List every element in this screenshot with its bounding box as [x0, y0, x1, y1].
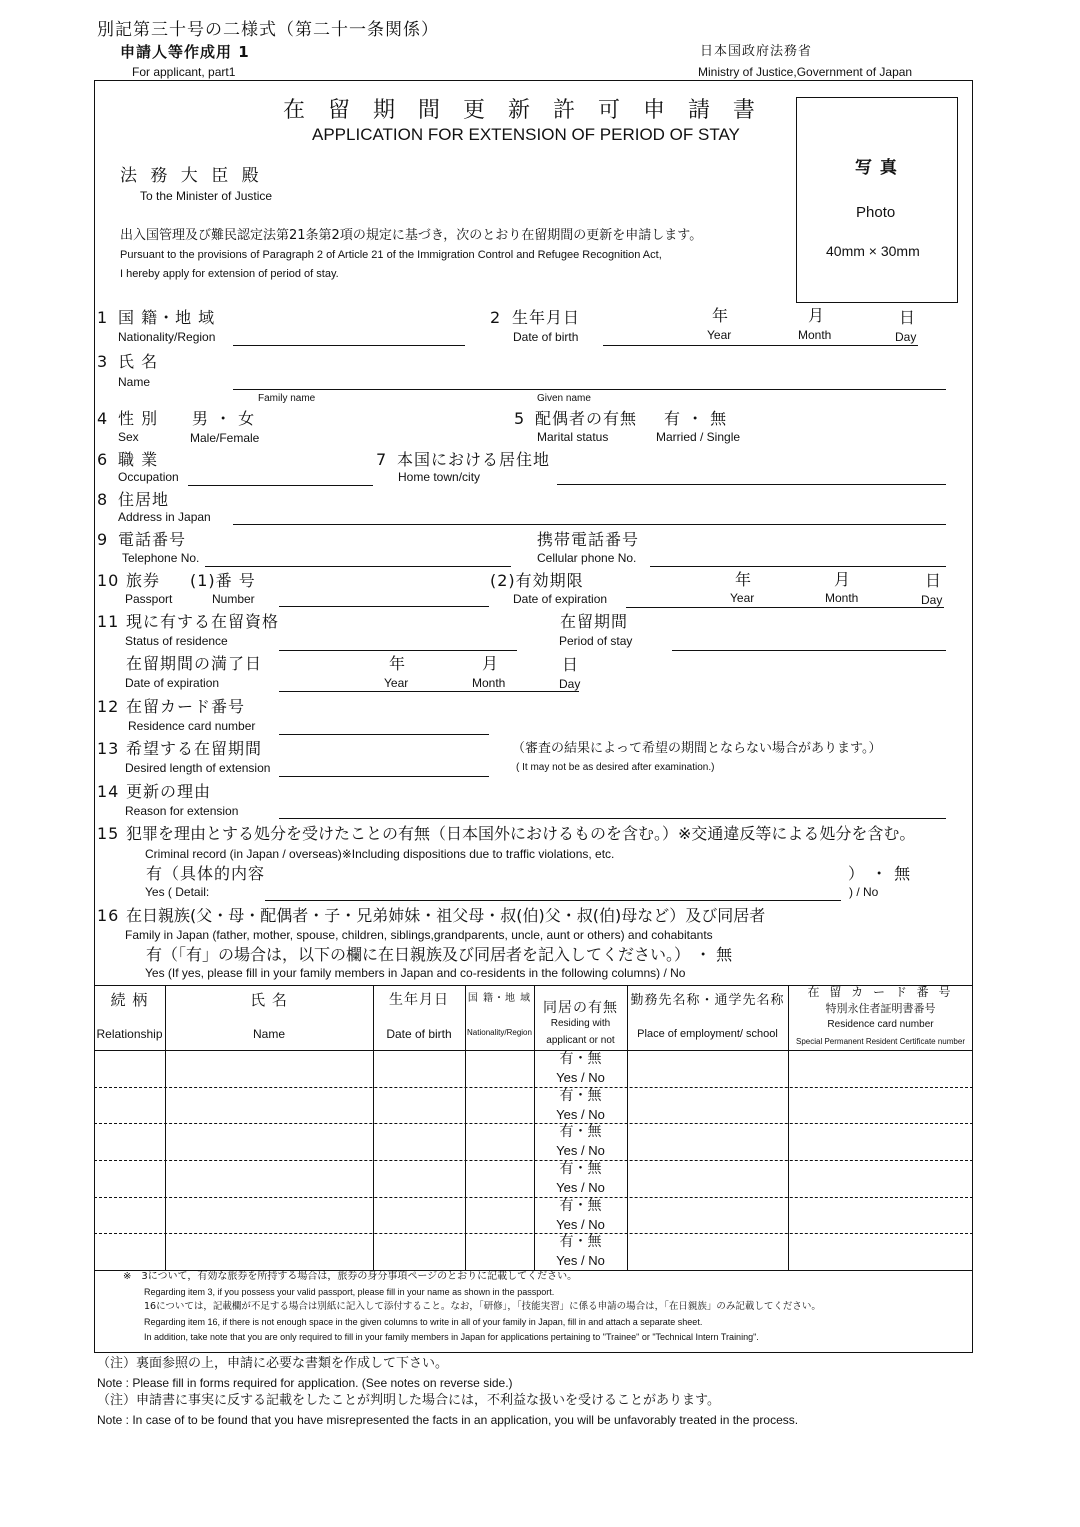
cellphone-field[interactable] [650, 566, 946, 567]
birth-year-jp: 年 [712, 306, 730, 325]
birthdate-field[interactable] [603, 345, 918, 346]
residing-option-jp[interactable]: 有・無 [559, 1197, 602, 1214]
expiry-month-jp: 月 [482, 654, 500, 673]
hometown-field[interactable] [557, 484, 946, 485]
family-yes-en: Yes (If yes, please fill in your family members in Japan and co-residents in the following columns) / No [145, 966, 686, 980]
footer-note-b-en: Note : In case of to be found that you have misrepresented the facts in an application, you will be unfavorably treated in the process. [97, 1413, 799, 1427]
page-title-jp: 在 留 期 間 更 新 許 可 申 請 書 [283, 98, 763, 123]
table-header-jp: 同居の有無 [543, 1000, 618, 1016]
birth-month-jp: 月 [808, 306, 826, 325]
passport-month-jp: 月 [834, 570, 852, 589]
cellphone-label-jp: 携帯電話番号 [537, 530, 640, 549]
intro-en-1: Pursuant to the provisions of Paragraph 2 of Article 21 of the Immigration Control and Refugee Recognition Act, [120, 249, 662, 261]
table-row[interactable] [94, 1160, 973, 1197]
note-2-en: Regarding item 16, if there is not enough space in the given columns to write in all of your family in Japan, fill in and attach a separate sheet. [144, 1317, 703, 1327]
birth-day-en: Day [895, 330, 917, 344]
field-1-label-en: Nationality/Region [118, 330, 216, 344]
field-6-label-en: Occupation [118, 470, 179, 484]
residing-option-en: Yes / No [556, 1070, 605, 1085]
addressee-jp: 法 務 大 臣 殿 [120, 166, 263, 186]
field-7-label-jp: 本国における居住地 [397, 450, 551, 469]
agency-en: Ministry of Justice,Government of Japan [698, 65, 913, 79]
footer-note-a-jp: （注）裏面参照の上，申請に必要な書類を作成して下さい。 [97, 1356, 449, 1371]
address-field[interactable] [233, 524, 946, 525]
table-header-jp: 勤務先名称・通学先名称 [630, 993, 785, 1008]
birth-day-jp: 日 [899, 308, 917, 327]
residing-option-jp[interactable]: 有・無 [559, 1234, 602, 1251]
field-3-label-jp: 氏 名 [118, 352, 159, 371]
table-header-en: Date of birth [386, 1027, 452, 1041]
field-13-label-en: Desired length of extension [125, 761, 271, 775]
field-6-label-jp: 職 業 [118, 450, 159, 469]
field-16-number: 16 [97, 906, 120, 925]
field-11-number: 11 [97, 612, 120, 631]
field-4-label-jp: 性 別 [118, 409, 159, 428]
table-row[interactable] [94, 1087, 973, 1124]
table-header-jp: 生年月日 [389, 992, 449, 1008]
residing-option-en: Yes / No [556, 1143, 605, 1159]
field-1-label-jp: 国 籍・地 域 [118, 308, 216, 327]
field-12-number: 12 [97, 697, 120, 716]
table-header-en: applicant or not [546, 1035, 615, 1046]
footer-note-a-en: Note : Please fill in forms required for application. (See notes on reverse side.) [97, 1376, 513, 1390]
field-9-label-en: Telephone No. [122, 551, 200, 565]
name-field[interactable] [233, 389, 946, 390]
passport-year-en: Year [730, 591, 755, 605]
table-row[interactable] [94, 1050, 973, 1087]
expiry-day-en: Day [559, 677, 581, 691]
form-subtitle-jp: 申請人等作成用 1 [120, 43, 250, 61]
intro-en-2: I hereby apply for extension of period of stay. [120, 268, 339, 280]
photo-label-jp: 写 真 [855, 158, 898, 178]
field-12-label-jp: 在留カード番号 [126, 697, 246, 716]
period-field[interactable] [672, 650, 946, 651]
intro-jp: 出入国管理及び難民認定法第21条第2項の規定に基づき，次のとおり在留期間の更新を申請します。 [120, 228, 703, 243]
occupation-field[interactable] [188, 485, 373, 486]
field-2-label-en: Date of birth [513, 330, 579, 344]
field-9-label-jp: 電話番号 [118, 530, 187, 549]
expiry-day-jp: 日 [562, 655, 580, 674]
agency-jp: 日本国政府法務省 [700, 44, 813, 59]
field-12-label-en: Residence card number [128, 719, 256, 733]
form-number: 別記第三十号の二様式（第二十一条関係） [97, 20, 439, 40]
note-1-jp: ※ 3について，有効な旅券を所持する場合は，旅券の身分事項ページのとおりに記載してください。 [123, 1271, 578, 1282]
field-7-label-en: Home town/city [398, 470, 481, 484]
birth-year-en: Year [707, 328, 732, 342]
expiry-field[interactable] [279, 691, 579, 692]
photo-label-en: Photo [856, 204, 896, 221]
field-2-number: 2 [490, 308, 502, 327]
passport-month-en: Month [825, 591, 859, 605]
field-3-label-en: Name [118, 375, 151, 389]
field-4-number: 4 [97, 409, 109, 428]
note-3-en: In addition, take note that you are only required to fill in your family members in Japan for applications pertaining to "Trainee" or "Technical Intern Training". [144, 1332, 759, 1342]
table-header-jp: 氏 名 [250, 991, 288, 1009]
residing-option-jp[interactable]: 有・無 [559, 1087, 602, 1104]
nationality-field[interactable] [233, 345, 465, 346]
field-15-label-en: Criminal record (in Japan / overseas)※Including dispositions due to traffic violations, etc. [145, 847, 615, 861]
field-5-label-jp: 配偶者の有無 [535, 409, 638, 428]
note-2-jp: 16については，記載欄が不足する場合は別紙に記入して添付すること。なお，「研修」，「技能実習」に係る申請の場合は，「在日親族」のみ記載してください。 [144, 1301, 821, 1312]
field-15-label-jp: 犯罪を理由とする処分を受けたことの有無（日本国外におけるものを含む。）※交通違反等による処分を含む。 [126, 824, 916, 843]
field-13-label-jp: 希望する在留期間 [126, 739, 263, 758]
expiry-label-en: Date of expiration [125, 676, 220, 690]
table-header-en: Residence card number [827, 1019, 934, 1030]
field-4-label-en: Sex [118, 430, 139, 444]
passport-number-field[interactable] [279, 606, 489, 607]
period-label-en: Period of stay [559, 634, 633, 648]
residing-option-jp[interactable]: 有・無 [559, 1161, 602, 1177]
table-header-en: Name [252, 1027, 286, 1041]
field-5-number: 5 [514, 409, 526, 428]
table-header-en: Nationality/Region [467, 1028, 532, 1037]
residing-option-en: Yes / No [556, 1106, 605, 1122]
desired-period-field[interactable] [279, 776, 489, 777]
desired-period-note-en: ( It may not be as desired after examination.) [516, 762, 715, 773]
table-header-en-2: Special Permanent Resident Certificate number [796, 1037, 965, 1046]
table-header-en: Residing with [550, 1018, 611, 1029]
addressee-en: To the Minister of Justice [140, 189, 273, 203]
field-8-label-en: Address in Japan [118, 510, 211, 524]
residence-card-field[interactable] [279, 734, 489, 735]
field-10-label-en: Passport [125, 592, 173, 606]
birth-month-en: Month [798, 328, 832, 342]
passport-number-label-jp: (1)番 号 [190, 571, 256, 590]
passport-day-jp: 日 [925, 571, 943, 590]
field-11-label-en: Status of residence [125, 634, 228, 648]
criminal-no-en: ) / No [849, 885, 879, 899]
photo-size: 40mm × 30mm [826, 243, 920, 259]
criminal-yes-en: Yes ( Detail: [145, 885, 210, 899]
passport-day-en: Day [921, 593, 943, 607]
form-subtitle-en: For applicant, part1 [132, 65, 236, 79]
table-row[interactable] [94, 1233, 973, 1270]
field-7-number: 7 [376, 450, 388, 469]
passport-year-jp: 年 [735, 570, 753, 589]
table-row[interactable] [94, 1197, 973, 1234]
period-label-jp: 在留期間 [560, 612, 629, 631]
field-5-label-en: Marital status [537, 430, 609, 444]
expiry-year-jp: 年 [389, 654, 407, 673]
page-title-en: APPLICATION FOR EXTENSION OF PERIOD OF STAY [312, 125, 740, 144]
field-1-number: 1 [97, 308, 109, 327]
field-16-label-jp: 在日親族(父・母・配偶者・子・兄弟姉妹・祖父母・叔(伯)父・叔(伯)母など）及び同居者 [126, 906, 766, 925]
given-name-caption: Given name [537, 393, 591, 404]
field-14-label-jp: 更新の理由 [126, 782, 212, 801]
field-10-number: 10 [97, 571, 120, 590]
photo-box[interactable] [796, 97, 958, 303]
sex-options-en: Male/Female [190, 431, 260, 445]
field-14-label-en: Reason for extension [125, 804, 239, 818]
residing-option-en: Yes / No [556, 1216, 605, 1232]
marital-options-jp[interactable]: 有 ・ 無 [664, 409, 728, 428]
family-name-caption: Family name [258, 393, 316, 404]
field-3-number: 3 [97, 352, 109, 371]
field-15-number: 15 [97, 824, 120, 843]
field-10-label-jp: 旅券 [126, 571, 161, 590]
expiry-month-en: Month [472, 676, 506, 690]
footer-note-b-jp: （注）申請書に事実に反する記載をしたことが判明した場合には，不利益な扱いを受けることがあります。 [97, 1393, 720, 1408]
table-row[interactable] [94, 1123, 973, 1160]
residing-option-jp[interactable]: 有・無 [559, 1124, 602, 1141]
telephone-field[interactable] [205, 566, 511, 567]
expiry-year-en: Year [384, 676, 409, 690]
field-11-label-jp: 現に有する在留資格 [126, 612, 280, 631]
criminal-yes-jp[interactable]: 有（具体的内容 [146, 864, 266, 883]
desired-period-note-jp: （審査の結果によって希望の期間とならない場合があります。） [512, 741, 882, 756]
passport-expiry-label-jp: (2)有効期限 [490, 571, 584, 590]
residing-option-jp[interactable]: 有・無 [559, 1051, 602, 1067]
field-6-number: 6 [97, 450, 109, 469]
passport-number-label-en: Number [212, 592, 255, 606]
table-header-en: Relationship [96, 1027, 163, 1041]
sex-options-jp[interactable]: 男 ・ 女 [192, 409, 256, 428]
criminal-detail-field[interactable] [265, 900, 841, 901]
field-2-label-jp: 生年月日 [512, 308, 581, 327]
criminal-no-jp[interactable]: ） ・ 無 [848, 864, 912, 883]
table-header-jp-2: 特別永住者証明書番号 [825, 1002, 936, 1015]
status-field[interactable] [279, 650, 517, 651]
cellphone-label-en: Cellular phone No. [537, 551, 637, 565]
expiry-label-jp: 在留期間の満了日 [126, 654, 263, 673]
reason-field[interactable] [279, 818, 946, 819]
table-header-jp: 続 柄 [110, 991, 149, 1009]
field-8-label-jp: 住居地 [118, 490, 170, 509]
residing-option-en: Yes / No [556, 1180, 605, 1195]
field-13-number: 13 [97, 739, 120, 758]
field-8-number: 8 [97, 490, 109, 509]
field-9-number: 9 [97, 530, 109, 549]
field-14-number: 14 [97, 782, 120, 801]
family-yes-jp[interactable]: 有（「有」の場合は，以下の欄に在日親族及び同居者を記入してください。） ・ 無 [146, 945, 733, 964]
marital-options-en: Married / Single [656, 430, 741, 444]
residing-option-en: Yes / No [556, 1253, 605, 1269]
field-16-label-en: Family in Japan (father, mother, spouse, children, siblings,grandparents, uncle, aunt or others) and cohabitants [125, 928, 713, 942]
table-header-jp: 国 籍・地 域 [467, 993, 532, 1004]
passport-expiry-label-en: Date of expiration [513, 592, 608, 606]
table-header-en: Place of employment/ school [637, 1028, 778, 1040]
table-header-jp: 在 留 カ ー ド 番 号 [807, 985, 954, 999]
note-1-en: Regarding item 3, if you possess your valid passport, please fill in your name as shown in the passport. [144, 1287, 555, 1297]
passport-expiry-field[interactable] [626, 607, 944, 608]
